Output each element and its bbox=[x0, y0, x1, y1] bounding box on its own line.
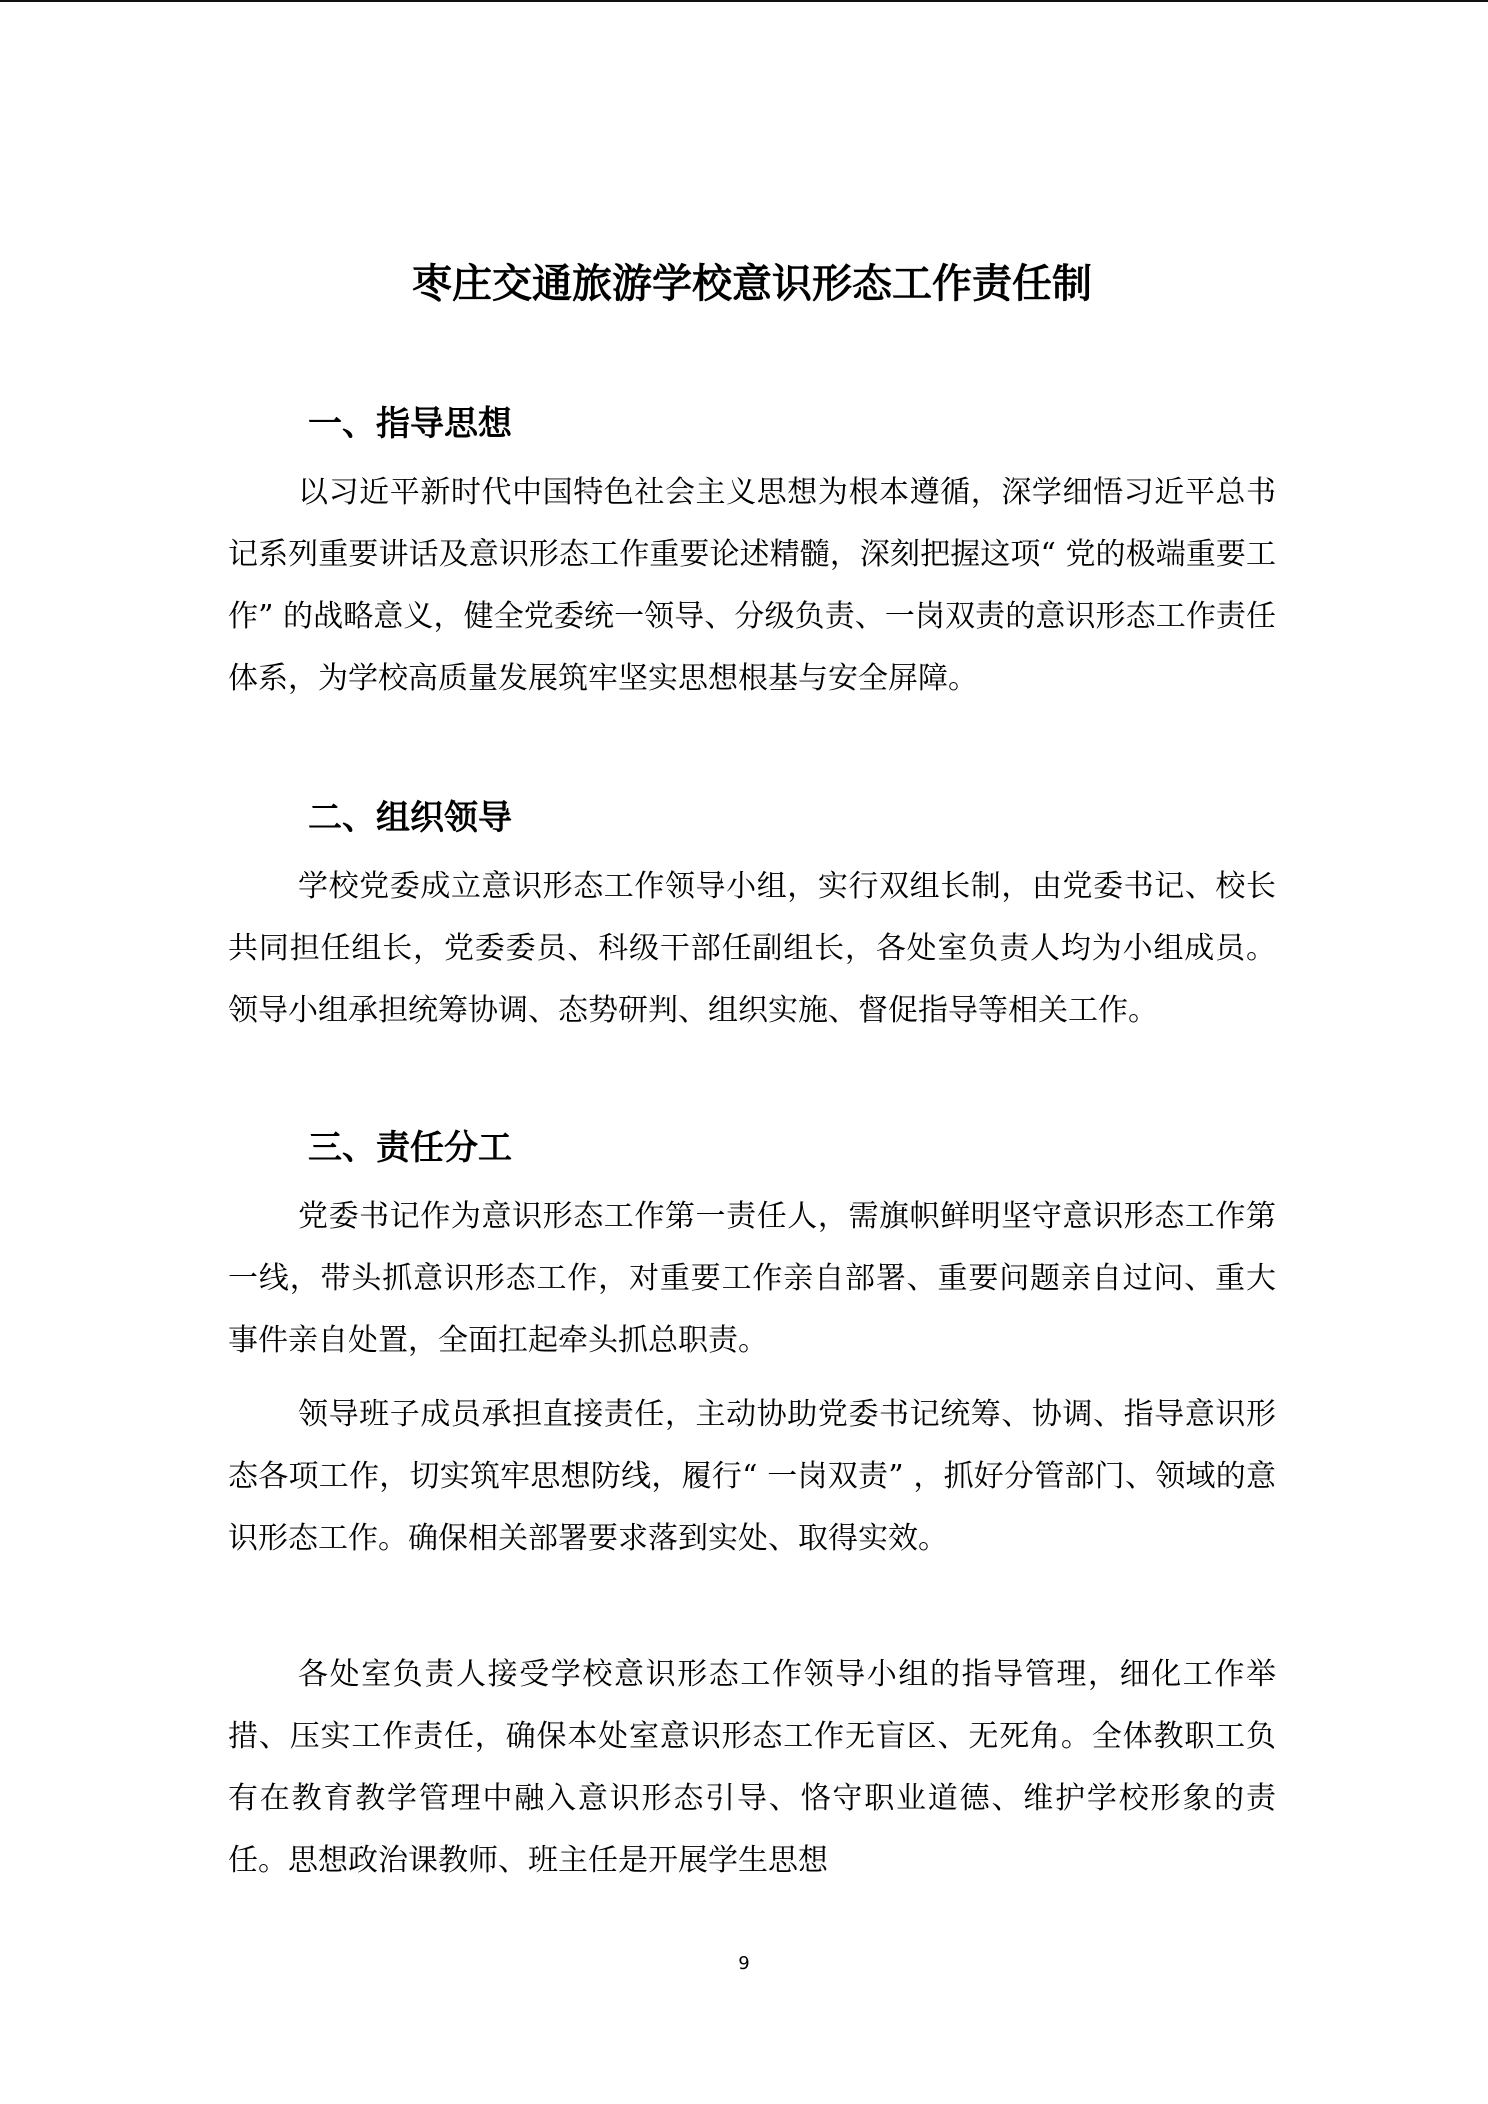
page-number: 9 bbox=[738, 1953, 750, 1974]
section-heading-responsibility: 三、责任分工 bbox=[308, 1128, 512, 1168]
top-border-line bbox=[0, 0, 1488, 2]
paragraph-guiding-ideology: 以习近平新时代中国特色社会主义思想为根本遵循，深学细悟习近平总书记系列重要讲话及意识形态工作重要论述精髓，深刻把握这项“ 党的极端重要工作” 的战略意义，健全党委统一领导、分级负责、一岗双责的意识形态工作责任体系，为学校高质量发展筑牢坚实思想根基与安全屏障。 bbox=[228, 475, 1276, 696]
paragraph-leadership-members: 领导班子成员承担直接责任，主动协助党委书记统筹、协调、指导意识形态各项工作，切实筑牢思想防线，履行“ 一岗双责” ，抓好分管部门、领域的意识形态工作。确保相关部署要求落到实处、取得实效。 bbox=[228, 1397, 1276, 1556]
paragraph-party-secretary: 党委书记作为意识形态工作第一责任人，需旗帜鲜明坚守意识形态工作第一线，带头抓意识形态工作，对重要工作亲自部署、重要问题亲自过问、重大事件亲自处置，全面扛起牵头抓总职责。 bbox=[228, 1199, 1276, 1358]
paragraph-organization: 学校党委成立意识形态工作领导小组，实行双组长制，由党委书记、校长共同担任组长，党委委员、科级干部任副组长，各处室负责人均为小组成员。领导小组承担统筹协调、态势研判、组织实施、督促指导等相关工作。 bbox=[228, 869, 1276, 1028]
paragraph-department-heads: 各处室负责人接受学校意识形态工作领导小组的指导管理，细化工作举措、压实工作责任，确保本处室意识形态工作无盲区、无死角。全体教职工负有在教育教学管理中融入意识形态引导、恪守职业道德、维护学校形象的责任。思想政治课教师、班主任是开展学生思想 bbox=[228, 1657, 1276, 1878]
section-heading-organization: 二、组织领导 bbox=[308, 798, 512, 838]
section-heading-guiding-ideology: 一、指导思想 bbox=[308, 404, 512, 444]
document-title: 枣庄交通旅游学校意识形态工作责任制 bbox=[412, 261, 1092, 307]
